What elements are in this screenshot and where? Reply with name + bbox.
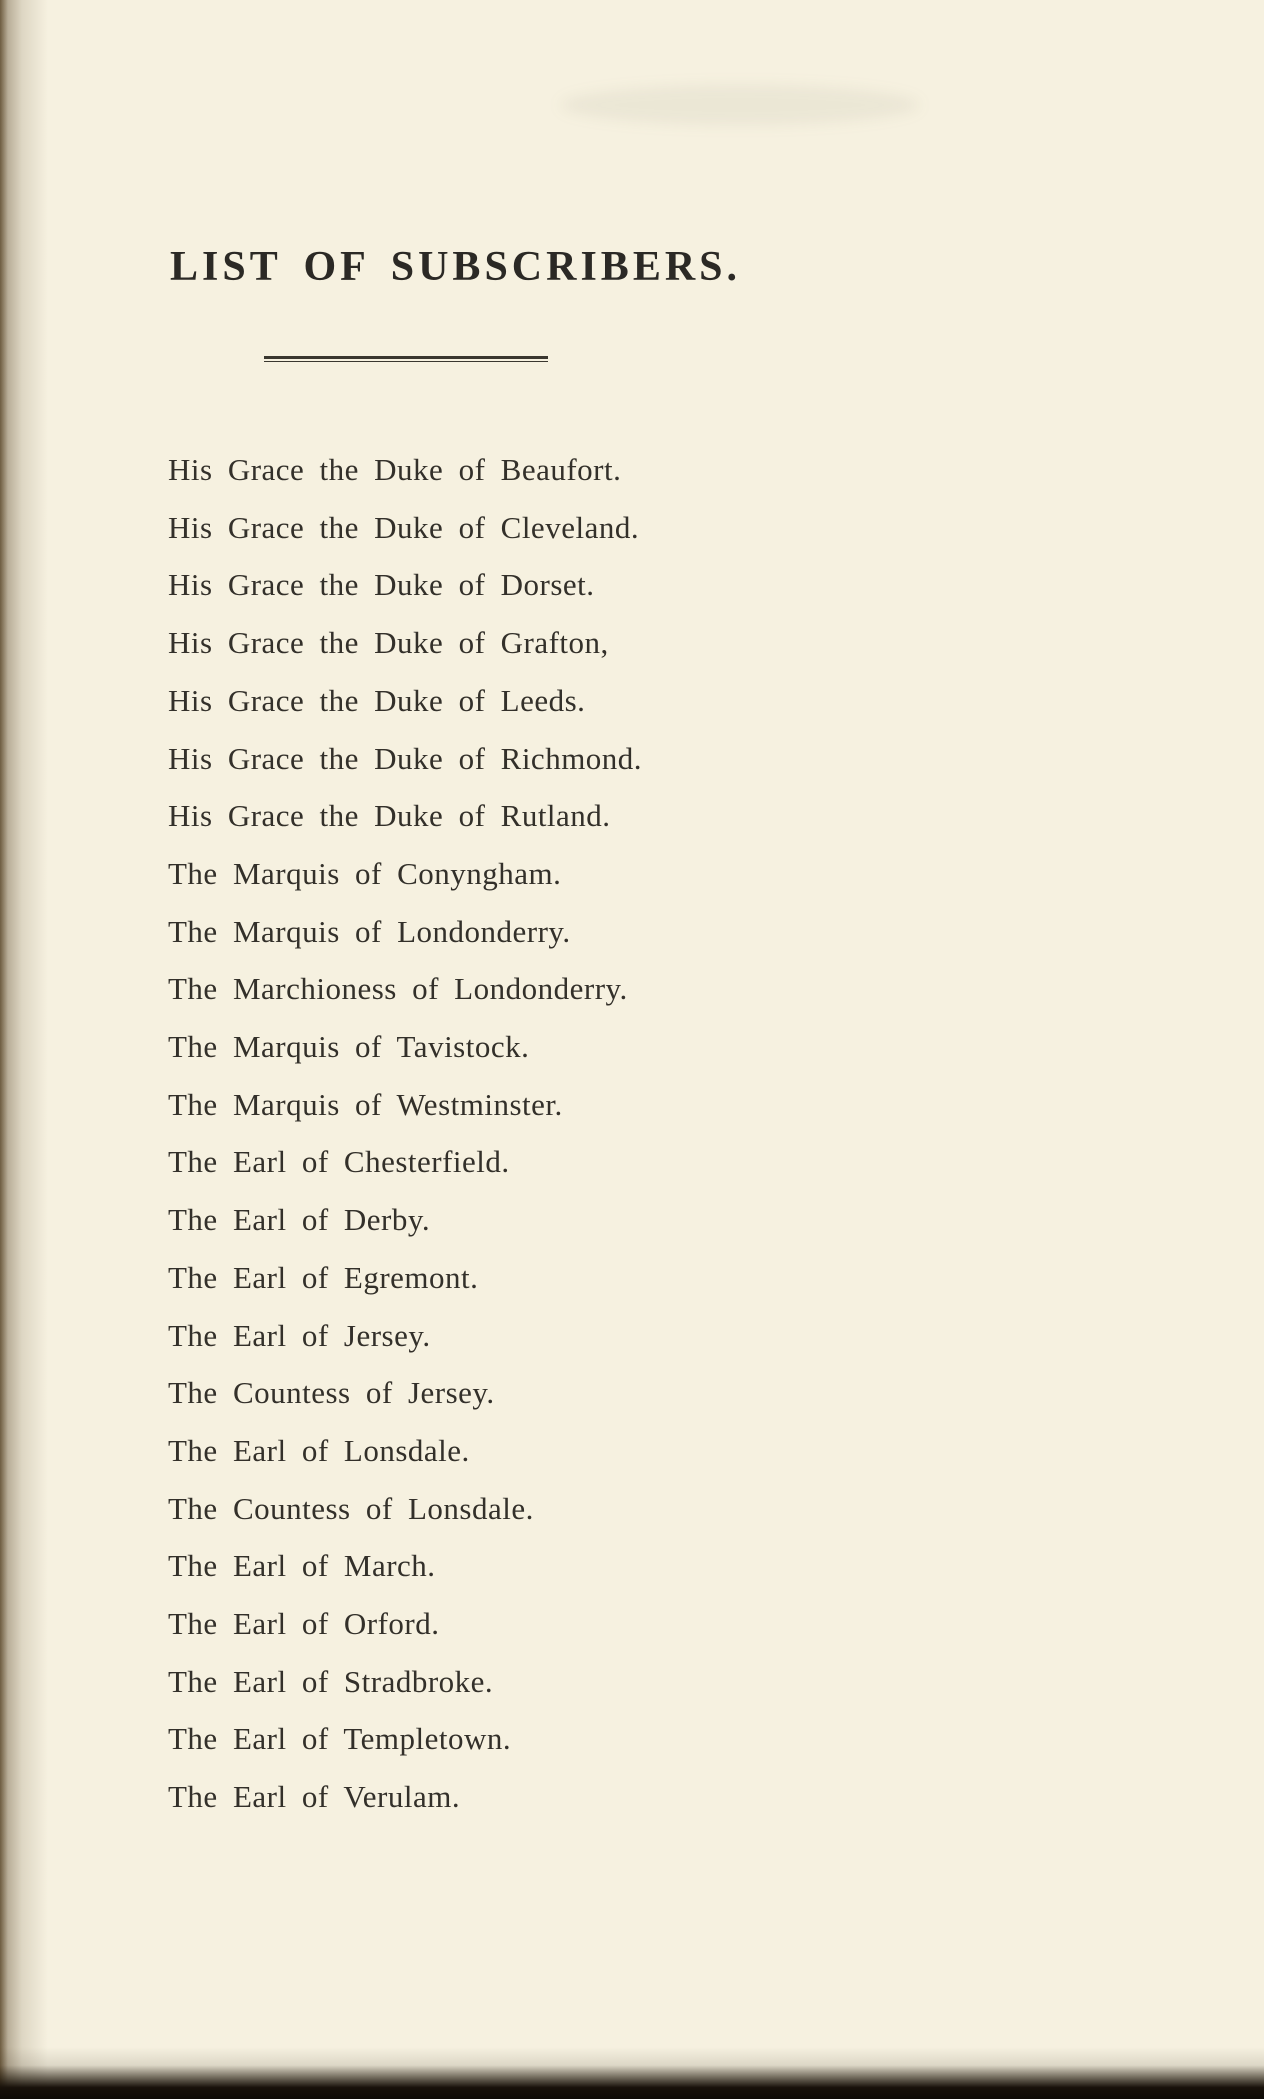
list-item: His Grace the Duke of Richmond. xyxy=(168,740,643,776)
list-item: The Earl of Orford. xyxy=(168,1606,440,1642)
double-rule-divider xyxy=(264,356,548,362)
list-item: The Earl of Lonsdale. xyxy=(168,1432,470,1468)
list-item: The Earl of Verulam. xyxy=(168,1779,461,1815)
list-item: The Earl of Stradbroke. xyxy=(168,1663,494,1699)
list-item: The Earl of Templetown. xyxy=(168,1721,512,1757)
list-item: His Grace the Duke of Dorset. xyxy=(168,567,595,603)
list-item: The Countess of Jersey. xyxy=(168,1375,495,1411)
list-item: The Earl of Jersey. xyxy=(168,1317,431,1353)
list-item: His Grace the Duke of Cleveland. xyxy=(168,509,640,545)
list-item: The Earl of Chesterfield. xyxy=(168,1144,510,1180)
list-item: The Marquis of Tavistock. xyxy=(168,1029,530,1065)
list-item: The Marquis of Londonderry. xyxy=(168,913,571,949)
list-item: His Grace the Duke of Leeds. xyxy=(168,682,586,718)
list-item: His Grace the Duke of Grafton, xyxy=(168,625,609,661)
page-showthrough-smudge xyxy=(560,85,920,125)
list-item: His Grace the Duke of Rutland. xyxy=(168,798,611,834)
list-item: The Earl of Derby. xyxy=(168,1202,431,1238)
page-bottom-shadow xyxy=(0,2047,1264,2099)
page-gutter-shadow xyxy=(0,0,48,2099)
list-item: The Earl of March. xyxy=(168,1548,436,1584)
list-item: The Marquis of Conyngham. xyxy=(168,855,562,891)
list-item: The Marchioness of Londonderry. xyxy=(168,971,628,1007)
list-item: The Marquis of Westminster. xyxy=(168,1086,563,1122)
subscriber-list xyxy=(168,441,1148,1826)
list-item: His Grace the Duke of Beaufort. xyxy=(168,452,622,487)
list-item: The Countess of Lonsdale. xyxy=(168,1490,534,1526)
page-title: LIST OF SUBSCRIBERS. xyxy=(170,244,742,290)
list-item: The Earl of Egremont. xyxy=(168,1259,479,1295)
